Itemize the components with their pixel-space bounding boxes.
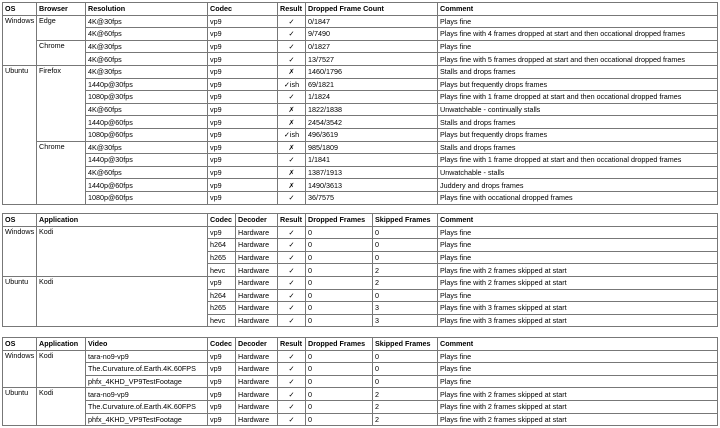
- cell-video: phfx_4KHD_VP9TestFootage: [86, 413, 208, 426]
- cell-codec: vp9: [208, 65, 278, 78]
- cell-dropped-frame-count: 2454/3542: [306, 116, 438, 129]
- cell-dropped-frame-count: 985/1809: [306, 141, 438, 154]
- app-cell: Chrome: [37, 141, 86, 204]
- column-header-comment: Comment: [438, 214, 718, 227]
- cell-result: ✓: [278, 276, 306, 289]
- cell-comment: Plays fine: [438, 15, 718, 28]
- cell-comment: Plays fine with 3 frames skipped at start: [438, 302, 718, 315]
- cell-video: The.Curvature.of.Earth.4K.60FPS: [86, 363, 208, 376]
- table-row: [3, 15, 718, 28]
- cell-codec: h264: [208, 289, 236, 302]
- cell-dropped-frames: 0: [306, 350, 373, 363]
- column-header-dropped-frames: Dropped Frames: [306, 338, 373, 351]
- cell-dropped-frame-count: 0/1827: [306, 40, 438, 53]
- cell-skipped-frames: 2: [373, 276, 438, 289]
- cell-dropped-frames: 0: [306, 251, 373, 264]
- header-row: [3, 3, 718, 16]
- cell-codec: vp9: [208, 179, 278, 192]
- cell-comment: Unwatchable - stalls: [438, 166, 718, 179]
- cell-resolution: 1440p@30fps: [86, 78, 208, 91]
- cell-resolution: 1080p@60fps: [86, 191, 208, 204]
- cell-resolution: 4K@60fps: [86, 166, 208, 179]
- cell-comment: Plays fine with occational dropped frames: [438, 191, 718, 204]
- cell-codec: h265: [208, 302, 236, 315]
- browser-playback-table: [2, 2, 718, 205]
- cell-video: tara-no9-vp9: [86, 350, 208, 363]
- kodi-codec-table: [2, 213, 718, 327]
- cell-result: ✓: [278, 363, 306, 376]
- cell-skipped-frames: 0: [373, 350, 438, 363]
- cell-result: ✓: [278, 40, 306, 53]
- cell-codec: vp9: [208, 413, 236, 426]
- cell-codec: vp9: [208, 15, 278, 28]
- table-row: [3, 65, 718, 78]
- table-row: [3, 154, 718, 167]
- column-header-application: Application: [37, 338, 86, 351]
- cell-codec: vp9: [208, 166, 278, 179]
- column-header-result: Result: [278, 3, 306, 16]
- cell-result: ✓: [278, 413, 306, 426]
- app-cell: Edge: [37, 15, 86, 40]
- table-row: [3, 276, 718, 289]
- cell-comment: Plays but frequently drops frames: [438, 128, 718, 141]
- cell-codec: vp9: [208, 78, 278, 91]
- cell-codec: vp9: [208, 363, 236, 376]
- column-header-resolution: Resolution: [86, 3, 208, 16]
- cell-comment: Plays fine with 2 frames skipped at start: [438, 276, 718, 289]
- column-header-comment: Comment: [438, 3, 718, 16]
- cell-comment: Plays fine with 1 frame dropped at start and then occational dropped frames: [438, 91, 718, 104]
- cell-skipped-frames: 3: [373, 314, 438, 327]
- cell-resolution: 4K@60fps: [86, 53, 208, 66]
- cell-skipped-frames: 0: [373, 375, 438, 388]
- cell-result: ✓: [278, 91, 306, 104]
- column-header-dropped-frame-count: Dropped Frame Count: [306, 3, 438, 16]
- column-header-comment: Comment: [438, 338, 718, 351]
- cell-codec: vp9: [208, 116, 278, 129]
- cell-skipped-frames: 0: [373, 251, 438, 264]
- os-cell: Windows: [3, 350, 37, 388]
- cell-codec: vp9: [208, 226, 236, 239]
- cell-skipped-frames: 2: [373, 264, 438, 277]
- cell-comment: Plays fine with 2 frames skipped at start: [438, 388, 718, 401]
- cell-resolution: 4K@30fps: [86, 15, 208, 28]
- cell-codec: vp9: [208, 191, 278, 204]
- cell-codec: vp9: [208, 350, 236, 363]
- cell-result: ✓: [278, 314, 306, 327]
- cell-decoder: Hardware: [236, 226, 278, 239]
- table-row: [3, 78, 718, 91]
- os-cell: Windows: [3, 15, 37, 65]
- cell-comment: Plays fine with 4 frames dropped at start and then occational dropped frames: [438, 28, 718, 41]
- cell-comment: Plays fine: [438, 226, 718, 239]
- table-row: [3, 413, 718, 426]
- column-header-os: OS: [3, 3, 37, 16]
- cell-dropped-frame-count: 69/1821: [306, 78, 438, 91]
- cell-dropped-frame-count: 0/1847: [306, 15, 438, 28]
- cell-codec: vp9: [208, 154, 278, 167]
- cell-skipped-frames: 2: [373, 400, 438, 413]
- cell-result: ✓: [278, 191, 306, 204]
- table-row: [3, 350, 718, 363]
- table-row: [3, 116, 718, 129]
- cell-dropped-frames: 0: [306, 289, 373, 302]
- cell-decoder: Hardware: [236, 350, 278, 363]
- cell-decoder: Hardware: [236, 251, 278, 264]
- cell-resolution: 4K@30fps: [86, 40, 208, 53]
- cell-codec: vp9: [208, 141, 278, 154]
- cell-codec: vp9: [208, 375, 236, 388]
- cell-codec: hevc: [208, 314, 236, 327]
- table-row: [3, 388, 718, 401]
- column-header-decoder: Decoder: [236, 214, 278, 227]
- table-row: [3, 363, 718, 376]
- cell-comment: Stalls and drops frames: [438, 65, 718, 78]
- cell-codec: vp9: [208, 53, 278, 66]
- header-row: [3, 338, 718, 351]
- table-row: [3, 103, 718, 116]
- app-cell: Firefox: [37, 65, 86, 141]
- cell-comment: Plays fine: [438, 375, 718, 388]
- cell-dropped-frames: 0: [306, 239, 373, 252]
- app-cell: Kodi: [37, 388, 86, 426]
- cell-comment: Plays fine with 1 frame dropped at start and then occational dropped frames: [438, 154, 718, 167]
- cell-comment: Unwatchable - continually stalls: [438, 103, 718, 116]
- cell-skipped-frames: 0: [373, 226, 438, 239]
- cell-comment: Stalls and drops frames: [438, 141, 718, 154]
- os-cell: Ubuntu: [3, 276, 37, 326]
- column-header-result: Result: [278, 338, 306, 351]
- column-header-codec: Codec: [208, 3, 278, 16]
- cell-decoder: Hardware: [236, 264, 278, 277]
- column-header-codec: Codec: [208, 214, 236, 227]
- cell-result: ✓ish: [278, 78, 306, 91]
- cell-resolution: 1440p@60fps: [86, 179, 208, 192]
- column-header-os: OS: [3, 214, 37, 227]
- cell-dropped-frame-count: 1822/1838: [306, 103, 438, 116]
- cell-skipped-frames: 0: [373, 289, 438, 302]
- cell-decoder: Hardware: [236, 388, 278, 401]
- cell-skipped-frames: 0: [373, 239, 438, 252]
- cell-video: The.Curvature.of.Earth.4K.60FPS: [86, 400, 208, 413]
- cell-dropped-frame-count: 1490/3613: [306, 179, 438, 192]
- column-header-skipped-frames: Skipped Frames: [373, 338, 438, 351]
- cell-decoder: Hardware: [236, 314, 278, 327]
- cell-skipped-frames: 2: [373, 413, 438, 426]
- app-cell: Kodi: [37, 276, 208, 326]
- cell-codec: hevc: [208, 264, 236, 277]
- cell-resolution: 4K@30fps: [86, 141, 208, 154]
- cell-dropped-frame-count: 9/7490: [306, 28, 438, 41]
- cell-dropped-frames: 0: [306, 400, 373, 413]
- cell-comment: Plays fine: [438, 289, 718, 302]
- cell-result: ✗: [278, 166, 306, 179]
- column-header-result: Result: [278, 214, 306, 227]
- cell-codec: vp9: [208, 128, 278, 141]
- cell-codec: vp9: [208, 388, 236, 401]
- cell-resolution: 1080p@60fps: [86, 128, 208, 141]
- cell-dropped-frame-count: 13/7527: [306, 53, 438, 66]
- cell-comment: Plays fine: [438, 251, 718, 264]
- cell-dropped-frames: 0: [306, 314, 373, 327]
- cell-codec: vp9: [208, 276, 236, 289]
- cell-comment: Plays fine with 2 frames skipped at start: [438, 264, 718, 277]
- cell-result: ✓: [278, 388, 306, 401]
- cell-dropped-frame-count: 1/1824: [306, 91, 438, 104]
- cell-result: ✓: [278, 375, 306, 388]
- cell-comment: Plays fine: [438, 239, 718, 252]
- cell-result: ✓: [278, 302, 306, 315]
- cell-comment: Juddery and drops frames: [438, 179, 718, 192]
- cell-dropped-frames: 0: [306, 302, 373, 315]
- header-row: [3, 214, 718, 227]
- cell-result: ✓: [278, 53, 306, 66]
- cell-resolution: 4K@30fps: [86, 65, 208, 78]
- app-cell: Chrome: [37, 40, 86, 65]
- cell-codec: vp9: [208, 28, 278, 41]
- os-cell: Ubuntu: [3, 65, 37, 204]
- cell-codec: vp9: [208, 103, 278, 116]
- table-row: [3, 53, 718, 66]
- cell-video: phfx_4KHD_VP9TestFootage: [86, 375, 208, 388]
- cell-result: ✗: [278, 65, 306, 78]
- cell-decoder: Hardware: [236, 363, 278, 376]
- cell-result: ✓: [278, 154, 306, 167]
- cell-decoder: Hardware: [236, 289, 278, 302]
- cell-codec: h265: [208, 251, 236, 264]
- cell-result: ✓: [278, 264, 306, 277]
- cell-skipped-frames: 2: [373, 388, 438, 401]
- cell-dropped-frames: 0: [306, 264, 373, 277]
- column-header-codec: Codec: [208, 338, 236, 351]
- cell-comment: Plays fine: [438, 350, 718, 363]
- cell-decoder: Hardware: [236, 375, 278, 388]
- cell-dropped-frames: 0: [306, 413, 373, 426]
- table-row: [3, 141, 718, 154]
- cell-resolution: 4K@60fps: [86, 103, 208, 116]
- table-row: [3, 91, 718, 104]
- column-header-decoder: Decoder: [236, 338, 278, 351]
- table-row: [3, 28, 718, 41]
- kodi-video-table: [2, 337, 718, 426]
- cell-result: ✗: [278, 141, 306, 154]
- cell-codec: h264: [208, 239, 236, 252]
- os-cell: Windows: [3, 226, 37, 276]
- cell-result: ✗: [278, 179, 306, 192]
- cell-dropped-frame-count: 1460/1796: [306, 65, 438, 78]
- table-row: [3, 128, 718, 141]
- table-row: [3, 191, 718, 204]
- cell-result: ✓: [278, 350, 306, 363]
- cell-comment: Plays fine with 2 frames skipped at start: [438, 400, 718, 413]
- cell-comment: Plays fine: [438, 363, 718, 376]
- cell-dropped-frame-count: 1387/1913: [306, 166, 438, 179]
- cell-decoder: Hardware: [236, 276, 278, 289]
- cell-dropped-frames: 0: [306, 276, 373, 289]
- cell-result: ✓: [278, 226, 306, 239]
- cell-dropped-frame-count: 1/1841: [306, 154, 438, 167]
- os-cell: Ubuntu: [3, 388, 37, 426]
- cell-result: ✓: [278, 15, 306, 28]
- cell-resolution: 1080p@30fps: [86, 91, 208, 104]
- cell-decoder: Hardware: [236, 413, 278, 426]
- cell-comment: Plays but frequently drops frames: [438, 78, 718, 91]
- cell-resolution: 1440p@30fps: [86, 154, 208, 167]
- cell-result: ✓: [278, 28, 306, 41]
- cell-codec: vp9: [208, 400, 236, 413]
- cell-dropped-frame-count: 496/3619: [306, 128, 438, 141]
- column-header-os: OS: [3, 338, 37, 351]
- table-row: [3, 226, 718, 239]
- cell-comment: Plays fine with 2 frames skipped at start: [438, 413, 718, 426]
- cell-comment: Plays fine: [438, 40, 718, 53]
- cell-comment: Stalls and drops frames: [438, 116, 718, 129]
- cell-resolution: 1440p@60fps: [86, 116, 208, 129]
- cell-result: ✗: [278, 103, 306, 116]
- column-header-application: Application: [37, 214, 208, 227]
- cell-result: ✓: [278, 400, 306, 413]
- cell-codec: vp9: [208, 40, 278, 53]
- cell-result: ✓: [278, 289, 306, 302]
- cell-dropped-frames: 0: [306, 375, 373, 388]
- table-row: [3, 400, 718, 413]
- table-row: [3, 375, 718, 388]
- cell-result: ✓ish: [278, 128, 306, 141]
- cell-codec: vp9: [208, 91, 278, 104]
- cell-result: ✓: [278, 239, 306, 252]
- cell-decoder: Hardware: [236, 302, 278, 315]
- cell-decoder: Hardware: [236, 239, 278, 252]
- cell-result: ✗: [278, 116, 306, 129]
- column-header-browser: Browser: [37, 3, 86, 16]
- cell-video: tara-no9-vp9: [86, 388, 208, 401]
- app-cell: Kodi: [37, 350, 86, 388]
- cell-skipped-frames: 0: [373, 363, 438, 376]
- cell-comment: Plays fine with 5 frames dropped at start and then occational dropped frames: [438, 53, 718, 66]
- cell-result: ✓: [278, 251, 306, 264]
- column-header-dropped-frames: Dropped Frames: [306, 214, 373, 227]
- cell-dropped-frames: 0: [306, 388, 373, 401]
- column-header-video: Video: [86, 338, 208, 351]
- app-cell: Kodi: [37, 226, 208, 276]
- table-row: [3, 40, 718, 53]
- table-row: [3, 179, 718, 192]
- cell-dropped-frames: 0: [306, 226, 373, 239]
- table-row: [3, 166, 718, 179]
- column-header-skipped-frames: Skipped Frames: [373, 214, 438, 227]
- cell-comment: Plays fine with 3 frames skipped at start: [438, 314, 718, 327]
- cell-dropped-frame-count: 36/7575: [306, 191, 438, 204]
- cell-decoder: Hardware: [236, 400, 278, 413]
- cell-dropped-frames: 0: [306, 363, 373, 376]
- cell-resolution: 4K@60fps: [86, 28, 208, 41]
- cell-skipped-frames: 3: [373, 302, 438, 315]
